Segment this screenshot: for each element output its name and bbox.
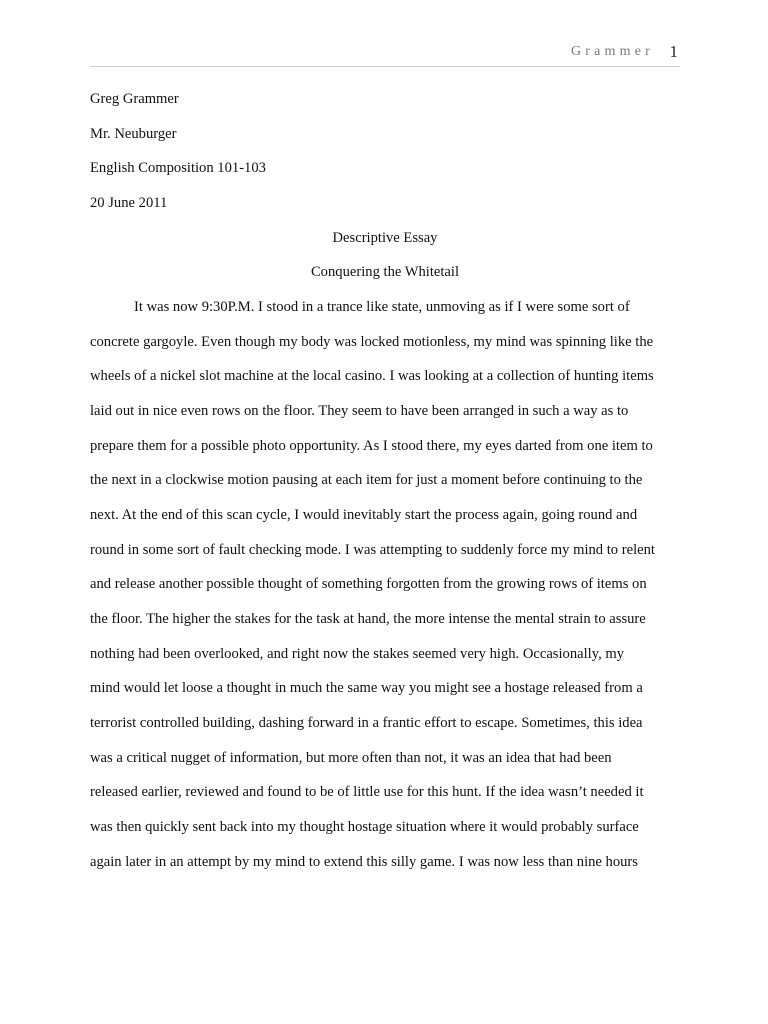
essay-date: 20 June 2011 [90, 195, 168, 211]
body-line: round in some sort of fault checking mode. I was attempting to suddenly force my mind to relent [90, 542, 655, 558]
body-line: nothing had been overlooked, and right now the stakes seemed very high. Occasionally, my [90, 646, 625, 662]
body-line: concrete gargoyle. Even though my body was locked motionless, my mind was spinning like the [90, 334, 654, 350]
body-line: the next in a clockwise motion pausing at each item for just a moment before continuing to the [90, 472, 643, 488]
essay-title: Conquering the Whitetail [310, 264, 460, 280]
course-name: English Composition 101-103 [90, 160, 266, 176]
body-line: again later in an attempt by my mind to extend this silly game. I was now less than nine hours [90, 854, 638, 870]
body-line: released earlier, reviewed and found to be of little use for this hunt. If the idea wasn’t needed it [90, 784, 644, 800]
running-header [90, 44, 680, 67]
body-line: was a critical nugget of information, but more often than not, it was an idea that had been [90, 750, 612, 766]
body-line: It was now 9:30P.M. I stood in a trance like state, unmoving as if I were some sort of [134, 299, 630, 315]
running-head-name: Grammer [570, 44, 654, 59]
author-name: Greg Grammer [90, 91, 179, 107]
essay-type: Descriptive Essay [332, 230, 438, 246]
body-line: was then quickly sent back into my thought hostage situation where it would probably surface [90, 819, 639, 835]
body-line: prepare them for a possible photo opportunity. As I stood there, my eyes darted from one item to [90, 438, 653, 454]
body-line: wheels of a nickel slot machine at the local casino. I was looking at a collection of hunting items [90, 368, 654, 384]
body-line: next. At the end of this scan cycle, I would inevitably start the process again, going round and [90, 507, 638, 523]
body-line: and release another possible thought of something forgotten from the growing rows of items on [90, 576, 647, 592]
body-line: the floor. The higher the stakes for the task at hand, the more intense the mental strain to assure [90, 611, 646, 627]
instructor-name: Mr. Neuburger [90, 126, 177, 142]
page-number: 1 [669, 42, 678, 61]
body-line: terrorist controlled building, dashing forward in a frantic effort to escape. Sometimes, this idea [90, 715, 643, 731]
body-line: mind would let loose a thought in much the same way you might see a hostage released from a [90, 680, 643, 696]
body-line: laid out in nice even rows on the floor. They seem to have been arranged in such a way as to [90, 403, 629, 419]
